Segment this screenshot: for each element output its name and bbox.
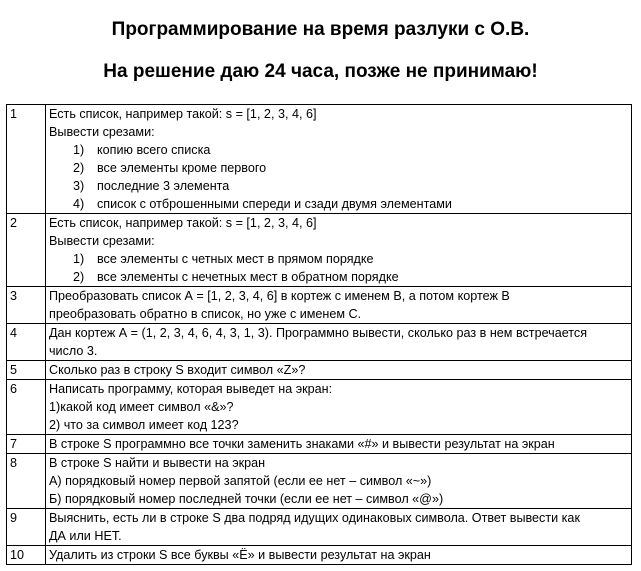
task-subitem-text: все элементы с четных мест в прямом порядке xyxy=(97,252,374,266)
task-subitem-list xyxy=(49,250,628,286)
task-description xyxy=(46,380,632,435)
task-text-line: В строке S найти и вывести на экран xyxy=(49,456,266,470)
task-row xyxy=(7,324,632,361)
task-text-line: преобразовать обратно в список, но уже с именем С. xyxy=(49,307,362,321)
task-text-line: Преобразовать список А = [1, 2, 3, 4, 6] в кортеж с именем В, а потом кортеж В xyxy=(49,289,510,303)
tasks-table xyxy=(6,104,632,565)
task-number: 8 xyxy=(7,454,46,509)
task-text-line: Удалить из строки S все буквы «Ё» и вывести результат на экран xyxy=(49,548,431,562)
task-subitem xyxy=(49,268,628,286)
task-description xyxy=(46,324,632,361)
task-row xyxy=(7,546,632,565)
task-description xyxy=(46,546,632,565)
task-text-line: Есть список, например такой: s = [1, 2, 3, 4, 6] xyxy=(49,107,317,121)
task-subitem xyxy=(49,177,628,195)
task-number: 9 xyxy=(7,509,46,546)
task-subitem-text: копию всего списка xyxy=(97,143,211,157)
task-text-line: В строке S программно все точки заменить знаками «#» и вывести результат на экран xyxy=(49,437,555,451)
task-row xyxy=(7,435,632,454)
task-subitem xyxy=(49,141,628,159)
task-text-line: Есть список, например такой: s = [1, 2, 3, 4, 6] xyxy=(49,216,317,230)
task-description xyxy=(46,454,632,509)
task-description xyxy=(46,287,632,324)
task-number: 5 xyxy=(7,361,46,380)
task-text-line: Сколько раз в строку S входит символ «Z»? xyxy=(49,363,306,377)
task-row xyxy=(7,454,632,509)
task-row xyxy=(7,105,632,214)
task-description xyxy=(46,509,632,546)
task-subitem-text: все элементы кроме первого xyxy=(97,161,267,175)
task-description xyxy=(46,214,632,287)
page-subtitle: На решение даю 24 часа, позже не принимаю! xyxy=(103,61,538,82)
task-row xyxy=(7,380,632,435)
task-text-line: 2) что за символ имеет код 123? xyxy=(49,418,239,432)
task-subitem-marker: 1) xyxy=(73,252,85,266)
task-description xyxy=(46,105,632,214)
task-subitem-text: все элементы с нечетных мест в обратном порядке xyxy=(97,270,399,284)
task-number: 2 xyxy=(7,214,46,287)
task-text-line: число 3. xyxy=(49,344,98,358)
task-description xyxy=(46,435,632,454)
task-subitem-marker: 2) xyxy=(73,161,85,175)
task-text-line: Дан кортеж А = (1, 2, 3, 4, 6, 4, 3, 1, 3). Программно вывести, сколько раз в нем встречается xyxy=(49,326,588,340)
task-text-line: Вывести срезами: xyxy=(49,234,155,248)
task-subitem-marker: 3) xyxy=(73,179,85,193)
task-number: 1 xyxy=(7,105,46,214)
task-subitem xyxy=(49,195,628,213)
task-subitem-text: последние 3 элемента xyxy=(97,179,230,193)
task-number: 10 xyxy=(7,546,46,565)
task-number: 6 xyxy=(7,380,46,435)
task-row xyxy=(7,214,632,287)
task-number: 7 xyxy=(7,435,46,454)
task-text-line: Вывести срезами: xyxy=(49,125,155,139)
task-text-line: 1)какой код имеет символ «&»? xyxy=(49,400,234,414)
tasks-table-body xyxy=(7,105,632,565)
page-title: Программирование на время разлуки с О.В. xyxy=(111,19,530,40)
task-subitem xyxy=(49,159,628,177)
task-text-line: Написать программу, которая выведет на экран: xyxy=(49,382,333,396)
task-number: 4 xyxy=(7,324,46,361)
task-row xyxy=(7,361,632,380)
task-row xyxy=(7,509,632,546)
task-subitem-list xyxy=(49,141,628,213)
task-subitem-text: список с отброшенными спереди и сзади двумя элементами xyxy=(97,197,452,211)
task-text-line: А) порядковый номер первой запятой (если ее нет – символ «~») xyxy=(49,474,432,488)
task-subitem-marker: 2) xyxy=(73,270,85,284)
task-description xyxy=(46,361,632,380)
task-text-line: Б) порядковый номер последней точки (если ее нет – символ «@») xyxy=(49,492,444,506)
task-text-line: ДА или НЕТ. xyxy=(49,529,122,543)
task-text-line: Выяснить, есть ли в строке S два подряд идущих одинаковых символа. Ответ вывести как xyxy=(49,511,580,525)
task-subitem-marker: 1) xyxy=(73,143,85,157)
task-subitem-marker: 4) xyxy=(73,197,85,211)
task-number: 3 xyxy=(7,287,46,324)
task-row xyxy=(7,287,632,324)
task-subitem xyxy=(49,250,628,268)
